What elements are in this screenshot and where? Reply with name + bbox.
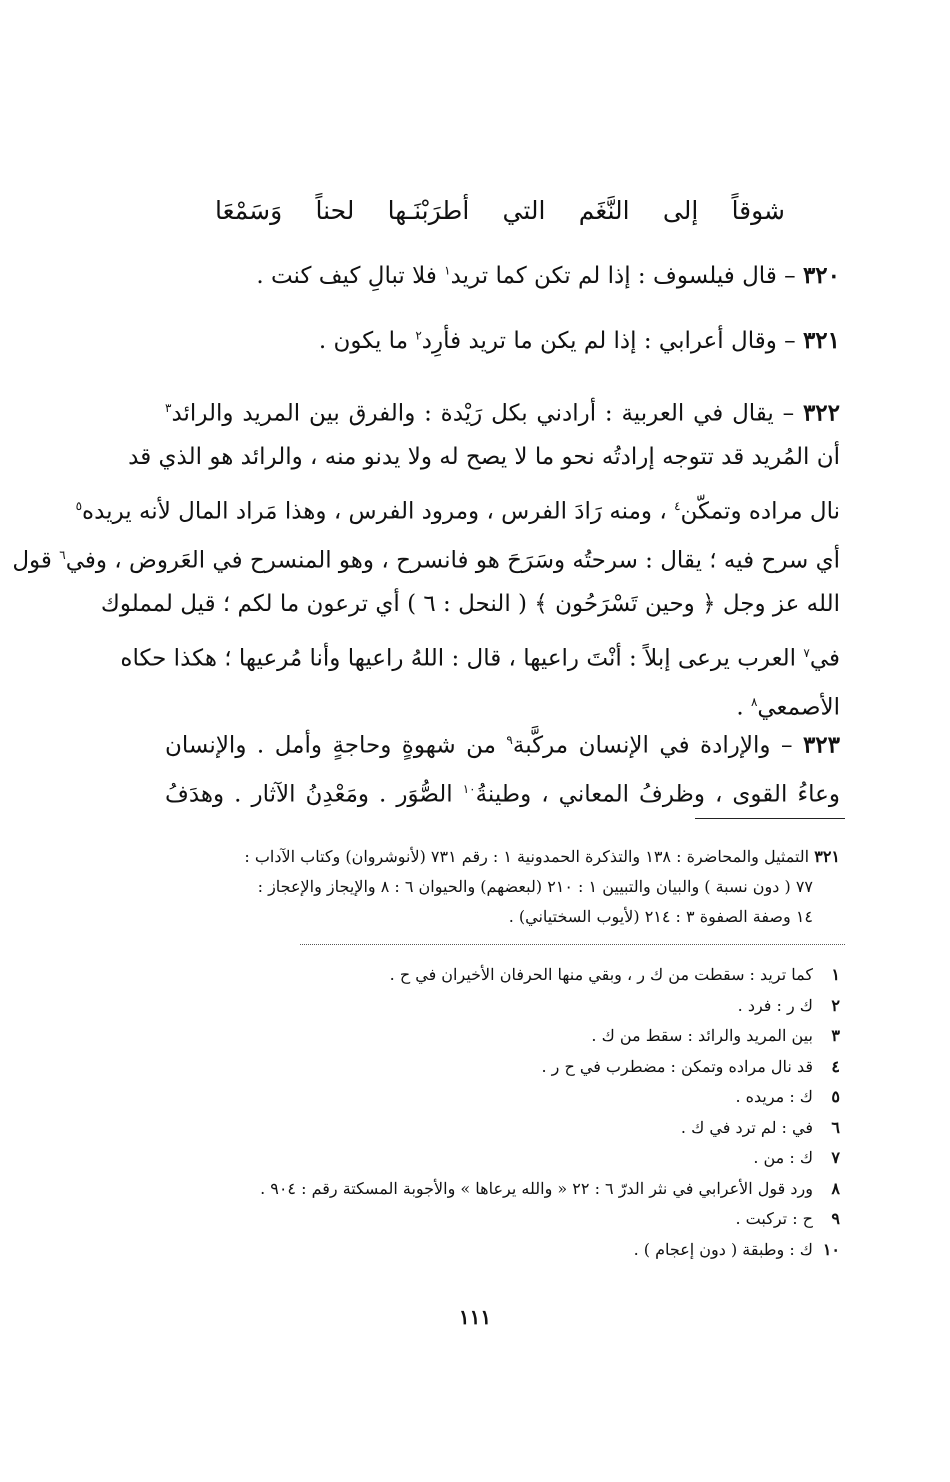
text-line [12,531,840,580]
line-text: . [736,694,751,721]
footnote-text: في : لم ترد في ك . [680,1117,813,1137]
line-text: – والإرادة في الإنسان مركَّبة [512,732,793,759]
footnote-number: ٩ [831,1209,840,1228]
footnote-text: ح : تركبت . [735,1209,813,1228]
text-line: الله عز وجل ﴿ وحين تَسْرَحُون ﴾ ( النحل : ٦ ) أي ترعون ما لكم ؛ قيل لمملوك [100,591,840,617]
footnote [185,1052,840,1083]
footnote-ref: ١٠ [462,782,476,796]
footnote-ref: ٣ [165,401,172,415]
verse-word: النَّغَم [578,196,630,225]
footnote [185,1113,840,1144]
footnote-ref: ٢ [415,328,422,343]
footnote-ref: ١ [444,263,451,278]
verse-word: وَسَمْعَا [215,196,283,225]
source-notes [185,842,840,932]
line-text: ، ومنه رَادَ الفرس ، ومرود الفرس ، وهذا مَراد المال لأنه يريده [82,498,675,525]
paragraph-number: ٣٢٣ [802,731,841,759]
footnote [185,960,840,991]
paragraph-number: ٣٢٢ [802,399,841,427]
footnote-number: ٣ [831,1026,840,1045]
source-text: التمثيل والمحاضرة : ١٣٨ والتذكرة الحمدونية ١ : رقم ٧٣١ (لأنوشروان) وكتاب الآداب : [244,847,810,866]
paragraph-number: ٣٢٠ [802,262,840,289]
page-number: ١١١ [458,1305,492,1329]
footnote-ref: ٥ [75,499,83,513]
paragraph-323 [165,716,840,814]
text-line [165,716,840,765]
footnote [185,1021,840,1052]
source-line: ١٤ وصفة الصفوة ٣ : ٢١٤ (لأيوب السختياني) . [508,907,813,926]
footnote [185,1204,840,1235]
footnote-number: ٦ [831,1117,840,1137]
text-line [120,629,840,678]
verse-word: أطرَبْنَـها [387,196,470,225]
paragraph-text: فلا تبالِ كيف كنت . [256,263,445,289]
paragraph-text: ما يكون . [318,328,416,354]
line-text: أي سرح فيه ؛ يقال : سرحتُه وسَرَحَ هو فانسرح ، وهو المنسرح في العَروض ، وفي [65,547,840,574]
source-number: ٣٢١ [814,847,840,866]
footnote-ref: ٤ [674,499,681,513]
footnote-number: ٥ [831,1087,840,1106]
footnote-text: بين المريد والرائد : سقط من ك . [591,1026,813,1045]
line-text: الصُّوَر . ومَعْدِنُ الآثار . وهدَفُ [165,781,463,808]
text-line [75,482,840,531]
footnote-number: ٤ [831,1056,840,1076]
line-text: – يقال في العربية : أرادني بكل رَيْدة : والفرق بين المريد والرائد [171,400,795,427]
footnote [185,991,840,1022]
footnote-text: ك : من . [753,1148,813,1167]
footnote-ref: ٧ [803,646,810,660]
footnote-ref: ٩ [506,733,513,747]
source-line [185,842,840,872]
footnote-ref: ٦ [59,548,66,562]
footnote-text: قد نال مراده وتمكن : مضطرب في ح ر . [541,1056,813,1076]
verse-word: إلى [662,196,699,225]
text-line [165,384,840,433]
footnote-number: ٨ [831,1178,840,1198]
line-text: العرب يرعى إبلاً : أنْتَ راعيها ، قال : اللهُ راعيها وأنا مُرعيها ؛ هكذا حكاه [120,645,804,672]
line-text: في [809,645,840,672]
footnote [185,1082,840,1113]
footnote-separator [695,818,845,819]
verse-word: شوقاً [731,196,785,225]
footnote-number: ٧ [831,1148,840,1167]
footnote-text: ك : وطبقة ( دون إعجام ) . [633,1239,813,1259]
source-line: ٧٧ ( دون نسبة ) والبيان والتبيين ١ : ٢١٠ (لبعضهم) والحيوان ٦ : ٨ والإيجاز والإعجاز : [257,877,813,896]
footnote-text: ك ر : فرد . [737,995,813,1015]
line-text: الأصمعي [757,694,840,721]
paragraph-text: – قال فيلسوف : إذا لم تكن كما تريد [450,263,796,289]
verse-word: التي [502,196,546,225]
paragraph-322 [12,384,841,727]
footnote [185,1143,840,1174]
footnote-number: ١٠ [822,1239,840,1259]
text-line: أن المُريد قد تتوجه إرادتُه نحو ما لا يصح له ولا يدنو منه ، والرائد هو الذي قد [128,444,840,470]
footnote-text: ورد قول الأعرابي في نثر الدرّ ٦ : ٢٢ « والله يرعاها » والأجوبة المسكتة رقم : ٩٠٤ . [260,1178,813,1198]
line-text: نال مراده وتمكّن [680,498,840,525]
dotted-separator [300,944,845,945]
poem-verse [215,186,785,236]
line-text: قول [12,547,60,574]
line-text: من شهوةٍ وحاجةٍ وأمل . والإنسان [165,732,507,759]
paragraph-320 [165,262,840,289]
footnote-number: ٢ [831,995,840,1015]
text-line [165,765,840,814]
footnote-number: ١ [831,965,840,984]
paragraph-321 [165,327,840,354]
verse-word: لحناً [315,196,355,225]
footnote [185,1235,840,1266]
footnote-text: ك : مريده . [735,1087,813,1106]
variant-notes [185,960,840,1265]
footnote-ref: ٨ [750,695,758,709]
paragraph-text: – وقال أعرابي : إذا لم يكن ما تريد فأرِد [421,328,796,354]
footnote [185,1174,840,1205]
footnote-text: كما تريد : سقطت من ك ر ، وبقي منها الحرفان الأخيران في ح . [389,965,813,984]
line-text: وعاءُ القوى ، وظرفُ المعاني ، وطينةُ [475,781,840,808]
paragraph-number: ٣٢١ [802,327,840,354]
